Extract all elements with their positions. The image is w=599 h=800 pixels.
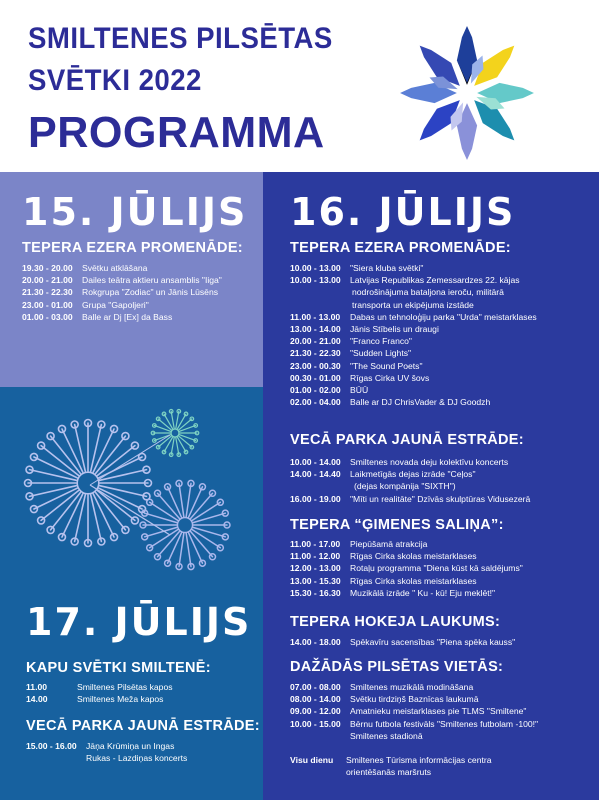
event-time: 11.00 - 12.00 <box>290 551 341 562</box>
event-title: "Mīti un realitāte" Dzīvās skulptūras Vidusezerā <box>350 493 531 504</box>
program-row <box>22 286 222 298</box>
event-time: 08.00 - 14.00 <box>290 694 341 705</box>
program-row <box>290 456 530 468</box>
program-row <box>290 396 537 408</box>
day16-date: 16. JŪLIJS <box>290 190 516 234</box>
event-title: Rotaļu programma "Diena kūst kā saldējums" <box>350 563 523 574</box>
program-row <box>290 262 537 274</box>
event-title: nodrošinājuma bataljona ieroču, militārā <box>352 287 504 298</box>
program-row <box>290 299 537 311</box>
event-title: Bērnu futbola festivāls "Smiltenes futbolam -100!" <box>350 718 539 729</box>
event-title: Dailes teātra aktieru ansamblis "Iiga" <box>82 275 222 286</box>
program-row <box>290 718 538 730</box>
day15-program <box>22 262 222 323</box>
day17-program1 <box>26 681 173 705</box>
event-time: 09.00 - 12.00 <box>290 706 341 717</box>
program-row <box>290 636 515 648</box>
program-row <box>290 335 537 347</box>
program-row <box>22 311 222 323</box>
program-row <box>290 286 537 298</box>
program-row <box>22 262 222 274</box>
event-time: 15.30 - 16.30 <box>290 587 341 598</box>
program-row <box>290 730 538 742</box>
event-time: 00.30 - 01.00 <box>290 372 341 383</box>
event-title: Muzikālā izrāde " Ku - kū! Eju meklēt!" <box>350 587 496 598</box>
program-row <box>290 323 537 335</box>
event-time: 19.30 - 20.00 <box>22 263 73 273</box>
program-row <box>22 299 222 311</box>
program-row <box>290 360 537 372</box>
event-title: Rīgas Cirka skolas meistarklases <box>350 575 477 586</box>
day16-venue2: VECĀ PARKA JAUNĀ ESTRĀDE: <box>290 432 524 448</box>
event-title: Rīgas Cirka UV šovs <box>350 372 430 383</box>
event-title: Svētku tirdziņš Baznīcas laukumā <box>350 694 479 705</box>
event-title: Smiltenes Pilsētas kapos <box>77 682 173 692</box>
allday-line1: Smiltenes Tūrisma informācijas centra <box>346 755 492 765</box>
day16-venue3: TEPERA “ĢIMENES SALIŅA”: <box>290 517 504 533</box>
program-row <box>290 384 537 396</box>
program-row <box>290 562 523 574</box>
day16-venue4: TEPERA HOKEJA LAUKUMS: <box>290 614 501 630</box>
event-time: 21.30 - 22.30 <box>290 348 341 359</box>
event-time: 14.00 - 14.40 <box>290 469 341 480</box>
day16-program5 <box>290 681 538 742</box>
event-title: Spēkavīru sacensības "Piena spēka kauss" <box>350 637 516 647</box>
event-title: "The Sound Poets" <box>350 360 423 371</box>
program-row <box>26 752 187 764</box>
event-time: 14.00 - 18.00 <box>290 637 341 647</box>
event-time: 11.00 <box>26 682 48 692</box>
program-row <box>290 693 538 705</box>
program-row <box>290 705 538 717</box>
event-title: Rukas - Lazdiņas koncerts <box>86 753 188 764</box>
day15-venue: TEPERA EZERA PROMENĀDE: <box>22 240 243 256</box>
event-time: 13.00 - 14.00 <box>290 324 341 335</box>
event-time <box>290 730 350 742</box>
event-time: 20.00 - 21.00 <box>22 275 73 286</box>
event-title: "Sudden Lights" <box>350 348 412 359</box>
day17-program2 <box>26 740 187 764</box>
day16-program4 <box>290 636 515 648</box>
event-time: 16.00 - 19.00 <box>290 493 341 504</box>
event-time: 10.00 - 14.00 <box>290 457 341 467</box>
event-title: Balle ar Dj [Ex] da Bass <box>82 311 173 322</box>
program-row <box>290 311 537 323</box>
program-row <box>26 693 173 705</box>
event-title: Dabas un tehnoloģiju parka "Urda" meistarklases <box>350 311 537 322</box>
event-title: Amatnieku meistarklases pie TLMS "Smiltene" <box>350 706 527 717</box>
program-row <box>290 575 523 587</box>
event-title: Smiltenes muzikālā modināšana <box>350 682 474 692</box>
program-row <box>22 274 222 286</box>
title-programme: PROGRAMMA <box>28 108 325 157</box>
day16-program3 <box>290 538 523 599</box>
program-row <box>290 493 530 505</box>
event-time: 10.00 - 13.00 <box>290 263 341 273</box>
event-title: Laikmetīgās dejas izrāde "Ceļos" <box>350 469 476 480</box>
day17-venue1: KAPU SVĒTKI SMILTENĒ: <box>26 660 211 676</box>
event-title: "Franco Franco" <box>350 336 412 347</box>
event-title: Piepūšamā atrakcija <box>350 539 428 549</box>
event-time: 23.00 - 01.00 <box>22 299 73 310</box>
program-row <box>290 538 523 550</box>
program-row <box>290 274 537 286</box>
day16-program2 <box>290 456 530 505</box>
day16-venue5: DAŽĀDĀS PILSĒTAS VIETĀS: <box>290 659 504 675</box>
program-row <box>26 740 187 752</box>
allday-line2: orientēšanās maršruts <box>346 767 432 778</box>
day17-venue2: VECĀ PARKA JAUNĀ ESTRĀDE: <box>26 718 260 734</box>
event-title: Jāņa Krūmiņa un Ingas <box>86 741 175 751</box>
event-time: 01.00 - 02.00 <box>290 385 341 396</box>
day16-venue1: TEPERA EZERA PROMENĀDE: <box>290 240 511 256</box>
event-title: Jānis Stībelis un draugi <box>350 324 439 335</box>
snowflake-logo-icon <box>396 22 538 164</box>
event-title: Smiltenes novada deju kolektīvu koncerts <box>350 457 509 467</box>
header <box>0 0 599 172</box>
event-title: Rokgrupa "Zodiac" un Jānis Lūsēns <box>82 287 219 298</box>
event-time: 13.00 - 15.30 <box>290 575 341 586</box>
program-row <box>290 480 530 492</box>
program-row <box>290 372 537 384</box>
day16-program1 <box>290 262 537 408</box>
event-title: Latvijas Republikas Zemessardzes 22. kājas <box>350 275 520 286</box>
event-title: Rīgas Cirka skolas meistarklases <box>350 551 477 562</box>
program-row <box>290 347 537 359</box>
program-row <box>290 550 523 562</box>
event-time <box>290 299 350 311</box>
event-title: Smiltenes Meža kapos <box>77 694 164 705</box>
event-time: 10.00 - 13.00 <box>290 275 341 286</box>
fireworks-illustration-icon <box>20 405 240 575</box>
day15-date: 15. JŪLIJS <box>22 190 248 234</box>
event-title: Balle ar DJ ChrisVader & DJ Goodzh <box>350 397 491 408</box>
event-time: 02.00 - 04.00 <box>290 397 341 408</box>
event-title: Smiltenes stadionā <box>350 730 423 741</box>
event-time: 11.00 - 17.00 <box>290 539 341 549</box>
program-row <box>290 468 530 480</box>
event-time: 15.00 - 16.00 <box>26 741 77 751</box>
event-time: 11.00 - 13.00 <box>290 311 341 322</box>
event-time: 12.00 - 13.00 <box>290 563 341 574</box>
event-title: Grupa "Gapoljeri" <box>82 299 149 310</box>
event-time: 20.00 - 21.00 <box>290 336 341 347</box>
day16-allday <box>290 754 492 778</box>
event-title: BŪŪ <box>350 385 369 396</box>
event-time <box>290 480 350 492</box>
allday-time: Visu dienu <box>290 755 334 765</box>
event-time: 10.00 - 15.00 <box>290 718 341 729</box>
event-title: Svētku atklāšana <box>82 263 148 273</box>
event-title: "Siera kluba svētki" <box>350 263 424 273</box>
event-time: 07.00 - 08.00 <box>290 682 341 692</box>
day17-date: 17. JŪLIJS <box>26 600 252 644</box>
event-time <box>26 752 86 764</box>
event-time: 21.30 - 22.30 <box>22 287 73 298</box>
event-title: (dejas kompānija "SIXTH") <box>354 481 456 492</box>
event-time: 01.00 - 03.00 <box>22 311 73 322</box>
title-line-2: SVĒTKI 2022 <box>28 64 202 97</box>
event-time: 14.00 <box>26 694 48 705</box>
event-title: transporta un ekipējuma izstāde <box>352 299 474 310</box>
title-line-1: SMILTENES PILSĒTAS <box>28 22 333 55</box>
event-time: 23.00 - 00.30 <box>290 360 341 371</box>
program-row <box>26 681 173 693</box>
event-time <box>290 286 350 298</box>
program-row <box>290 681 538 693</box>
program-row <box>290 587 523 599</box>
